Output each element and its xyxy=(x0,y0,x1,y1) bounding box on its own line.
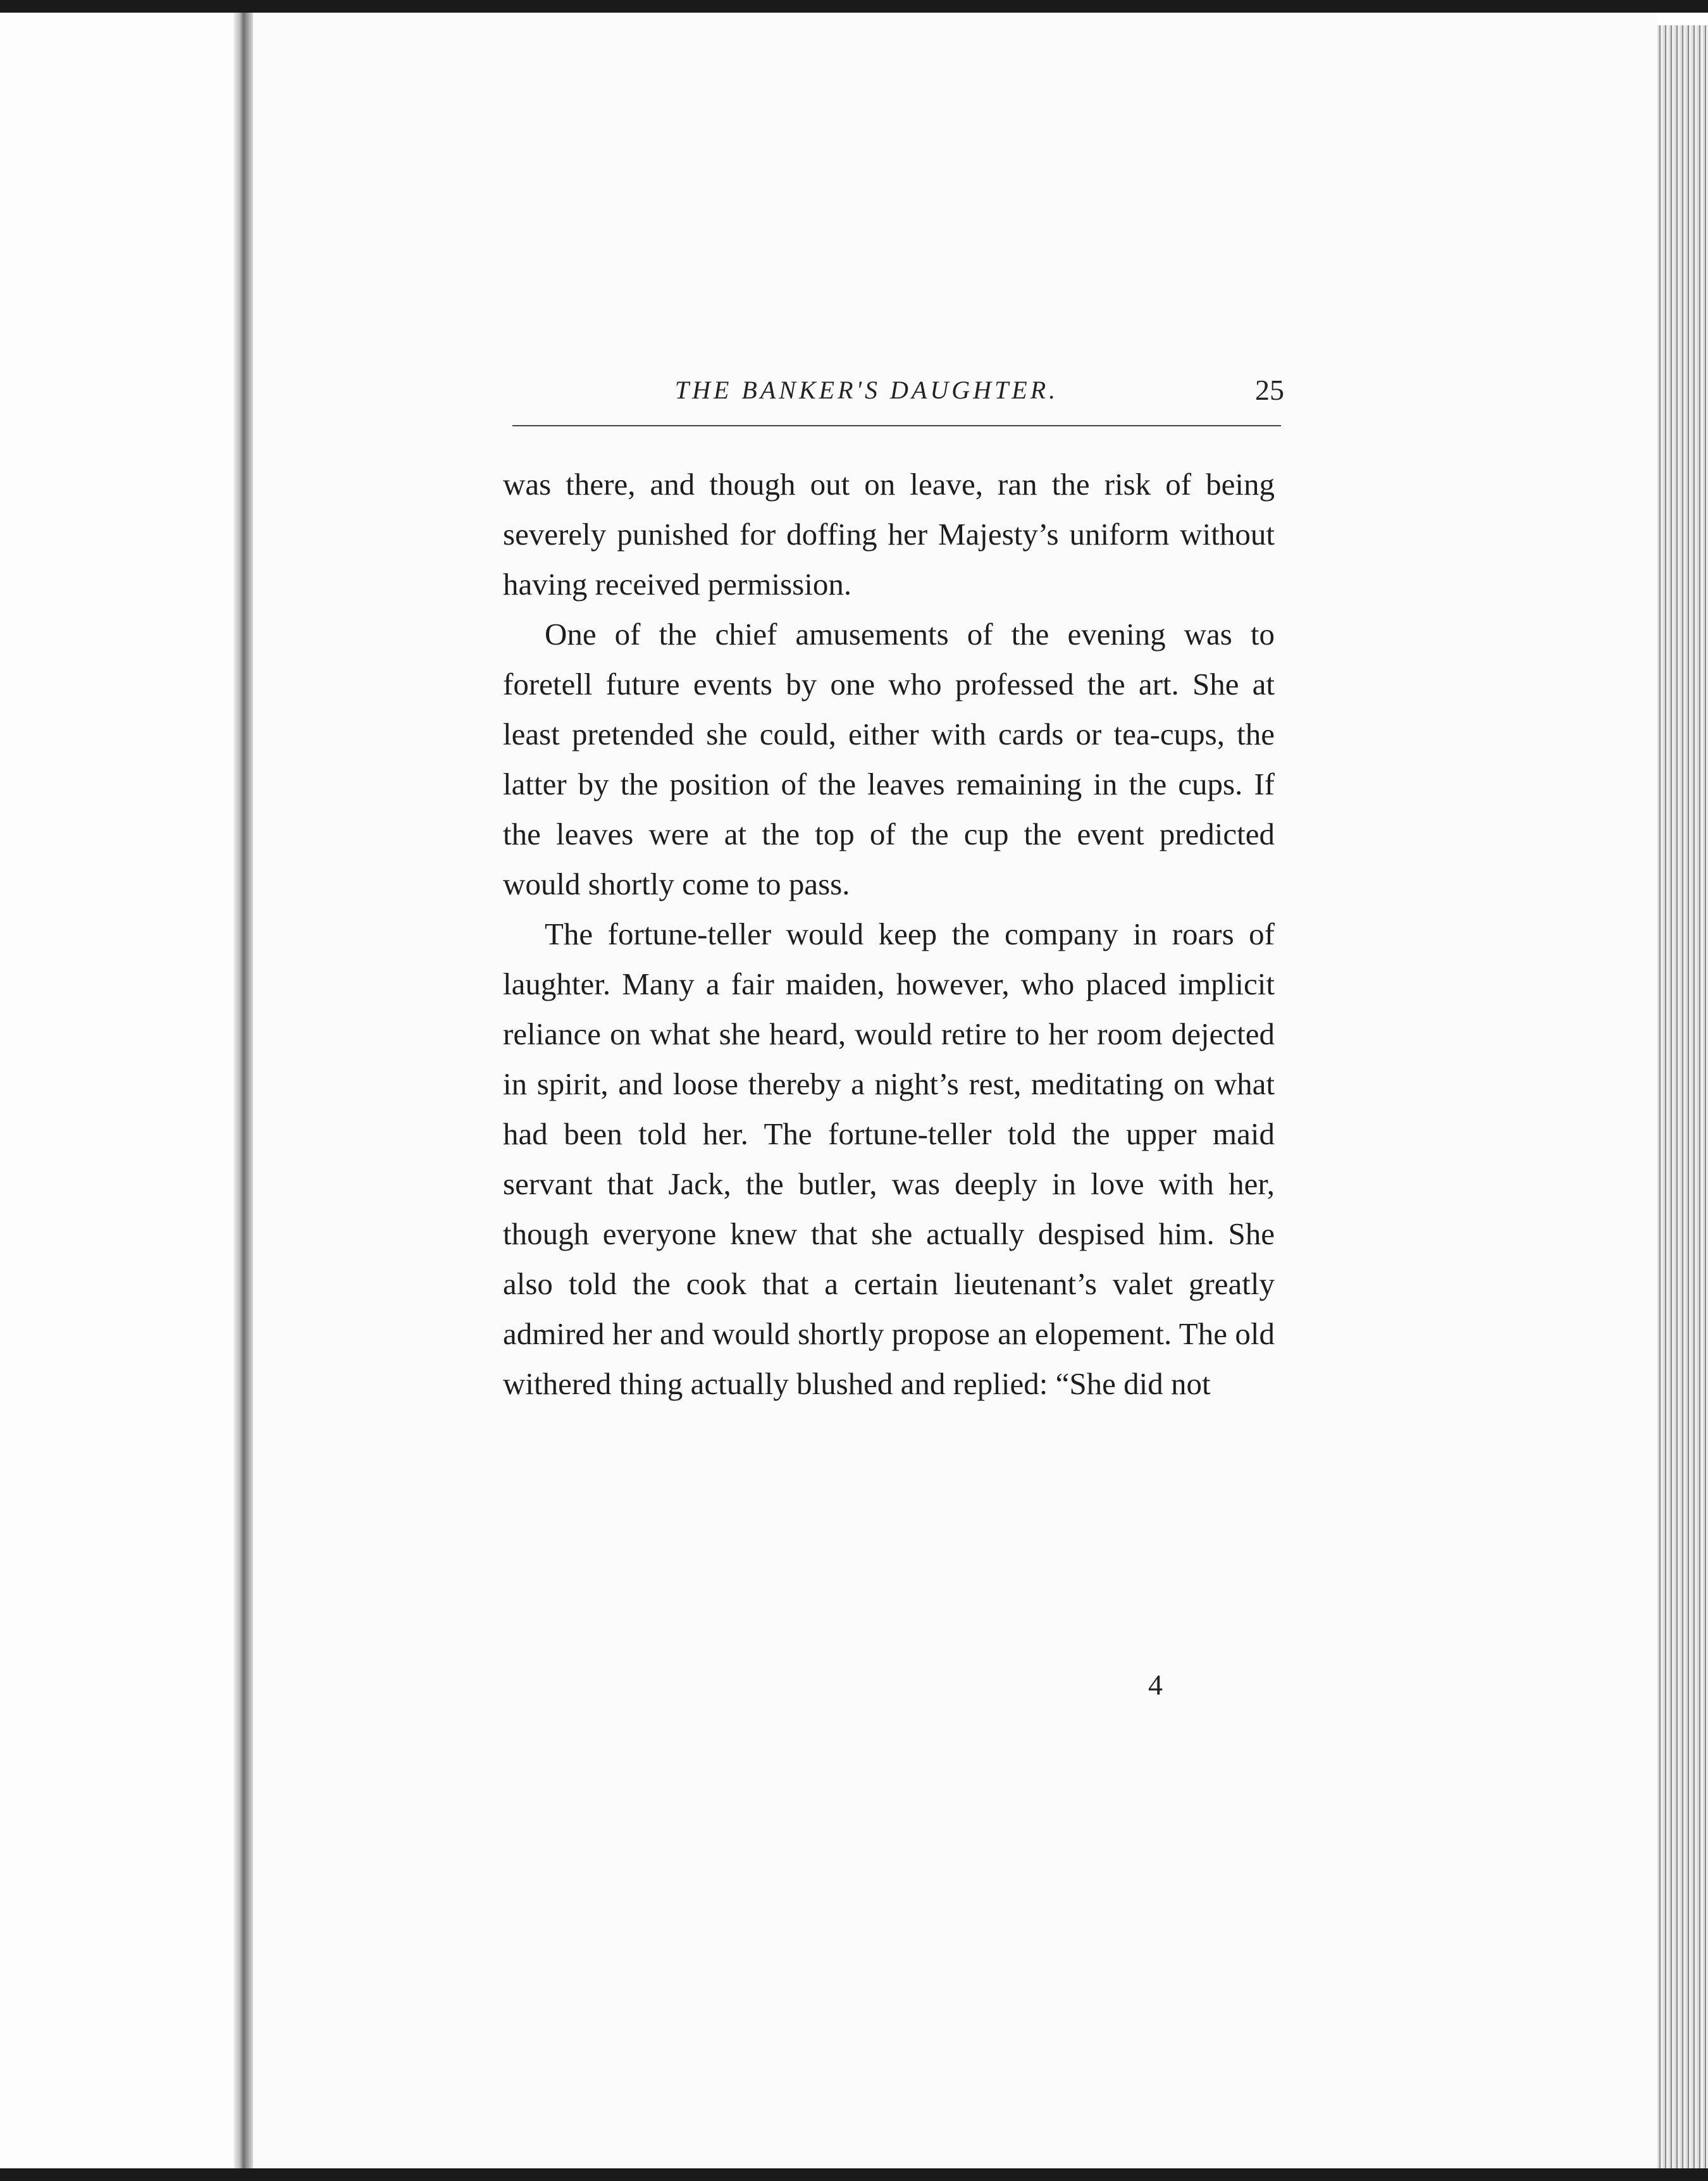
scan-top-border xyxy=(0,0,1708,13)
paragraph-1: was there, and though out on leave, ran the risk of being severely punished for doffing her Majesty’s uniform without having received permission. xyxy=(503,467,1275,602)
paragraph-2: One of the chief amusements of the evening was to foretell future events by one who professed the art. She at least pretended she could, either with cards or tea-cups, the latter by the position of the leaves remaining in the cups. If the leaves were at the top of the cup the event predicted would shortly come to pass. xyxy=(503,617,1275,901)
body-text xyxy=(503,459,1275,1409)
page-edges xyxy=(1657,25,1708,2170)
paragraph-3: The fortune-teller would keep the company in roars of laughter. Many a fair maiden, however, who placed implicit reliance on what she heard, would retire to her room dejected in spirit, and loose thereby a night’s rest, meditating on what had been told her. The fortune-teller told the upper maid servant that Jack, the butler, was deeply in love with her, though everyone knew that she actually despised him. She also told the cook that a certain lieutenant’s valet greatly admired her and would shortly propose an elopement. The old withered thing actually blushed and replied: “She did not xyxy=(503,917,1275,1401)
running-head-rule xyxy=(512,425,1281,426)
running-head-title: THE BANKER'S DAUGHTER. xyxy=(674,376,1059,404)
left-page-blank xyxy=(0,13,234,2168)
book-gutter xyxy=(234,13,253,2168)
signature-mark: 4 xyxy=(1148,1669,1163,1701)
page-number: 25 xyxy=(1255,374,1284,406)
scan-bottom-border xyxy=(0,2168,1708,2181)
running-head xyxy=(512,362,1284,419)
